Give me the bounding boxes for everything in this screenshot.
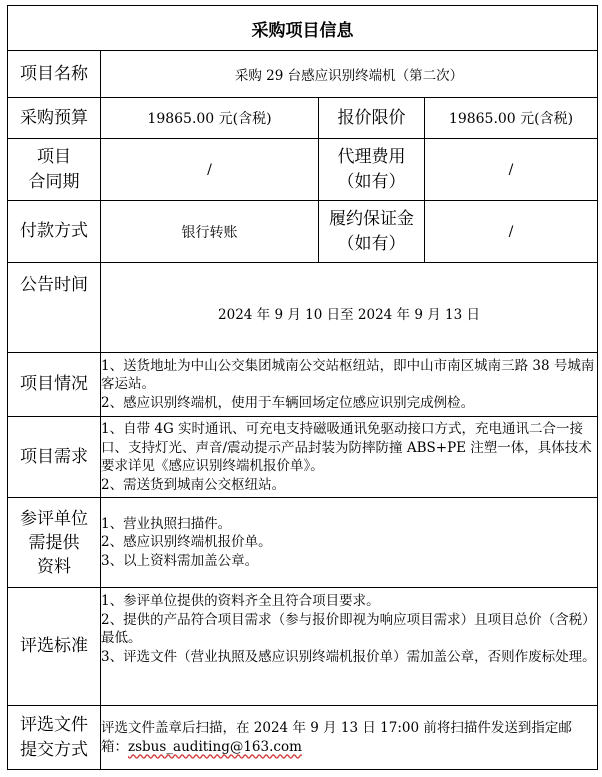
list-item: 1、送货地址为中山公交集团城南公交站枢纽站，即中山市南区城南三路 38 号城南客运站。 (101, 357, 595, 393)
project-name-value: 采购 29 台感应识别终端机（第二次） (101, 51, 598, 98)
contract-period-value: / (101, 139, 319, 201)
table-row (8, 353, 598, 417)
performance-bond-label-line2: （如有） (337, 233, 406, 254)
table-row (8, 588, 598, 706)
table-row (8, 498, 598, 588)
performance-bond-value: / (425, 201, 598, 263)
submission-label-line1: 评选文件 (20, 714, 88, 735)
performance-bond-label (319, 201, 425, 263)
table-row (8, 417, 598, 498)
required-materials-label-line1: 参评单位 (20, 508, 88, 529)
performance-bond-label-line1: 履约保证金 (329, 208, 414, 229)
list-item: 3、以上资料需加盖公章。 (101, 552, 259, 569)
list-item: 1、营业执照扫描件。 (101, 515, 232, 532)
project-situation-text (101, 353, 598, 417)
required-materials-label-line3: 资料 (37, 556, 71, 577)
table-row (8, 263, 598, 353)
submission-label (8, 706, 101, 770)
list-item: 2、需送货到城南公交枢纽站。 (101, 476, 286, 493)
criteria-text (101, 588, 598, 706)
table-row (8, 706, 598, 770)
announcement-label: 公告时间 (8, 263, 101, 353)
list-item: 2、提供的产品符合项目需求（参与报价即视为响应项目需求）且项目总价（含税）最低。 (101, 611, 596, 646)
price-limit-value: 19865.00 元(含税) (425, 98, 598, 139)
submission-text (101, 706, 598, 770)
project-requirements-text (101, 417, 598, 498)
budget-value: 19865.00 元(含税) (101, 98, 319, 139)
project-name-label: 项目名称 (8, 51, 101, 98)
agency-fee-label-line2: （如有） (337, 171, 406, 192)
price-limit-label: 报价限价 (319, 98, 425, 139)
list-item: 1、参评单位提供的资料齐全且符合项目要求。 (101, 593, 380, 609)
submission-label-line2: 提交方式 (20, 739, 88, 760)
list-item: 2、感应识别终端机，使用于车辆回场定位感应识别完成例检。 (101, 394, 475, 411)
submission-email[interactable]: zsbus_auditing@163.com (128, 738, 302, 755)
table-row (8, 139, 598, 201)
contract-period-label-line1: 项目 (37, 146, 71, 167)
contract-period-label-line2: 合同期 (28, 171, 80, 192)
agency-fee-value: / (425, 139, 598, 201)
agency-fee-label-line1: 代理费用 (337, 146, 406, 167)
list-item: 3、评选文件（营业执照及感应识别终端机报价单）需加盖公章，否则作废标处理。 (101, 648, 596, 665)
table-row (8, 98, 598, 139)
announcement-value: 2024 年 9 月 10 日至 2024 年 9 月 13 日 (101, 263, 598, 353)
table-title: 采购项目信息 (8, 6, 598, 51)
project-requirements-label: 项目需求 (8, 417, 101, 498)
criteria-label: 评选标准 (8, 588, 101, 706)
required-materials-label-line2: 需提供 (28, 532, 80, 553)
list-item: 1、自带 4G 实时通讯、可充电支持磁吸通讯免驱动接口方式，充电通讯二合一接口、支持灯光、声音/震动提示产品封装为防摔防撞 ABS+PE 注塑一体，具体技术要求详见《感应识别终端机报价单》。 (101, 421, 592, 474)
required-materials-label (8, 498, 101, 588)
budget-label: 采购预算 (8, 98, 101, 139)
agency-fee-label (319, 139, 425, 201)
project-situation-label: 项目情况 (8, 353, 101, 417)
submission-instructions: 评选文件盖章后扫描，在 2024 年 9 月 13 日 17:00 前将扫描件发送到指定邮箱： (101, 720, 572, 755)
payment-value: 银行转账 (101, 201, 319, 263)
list-item: 2、感应识别终端机报价单。 (101, 534, 272, 551)
table-row (8, 201, 598, 263)
table-row (8, 51, 598, 98)
contract-period-label (8, 139, 101, 201)
required-materials-text (101, 498, 598, 588)
procurement-info-table (7, 5, 598, 770)
payment-label: 付款方式 (8, 201, 101, 263)
